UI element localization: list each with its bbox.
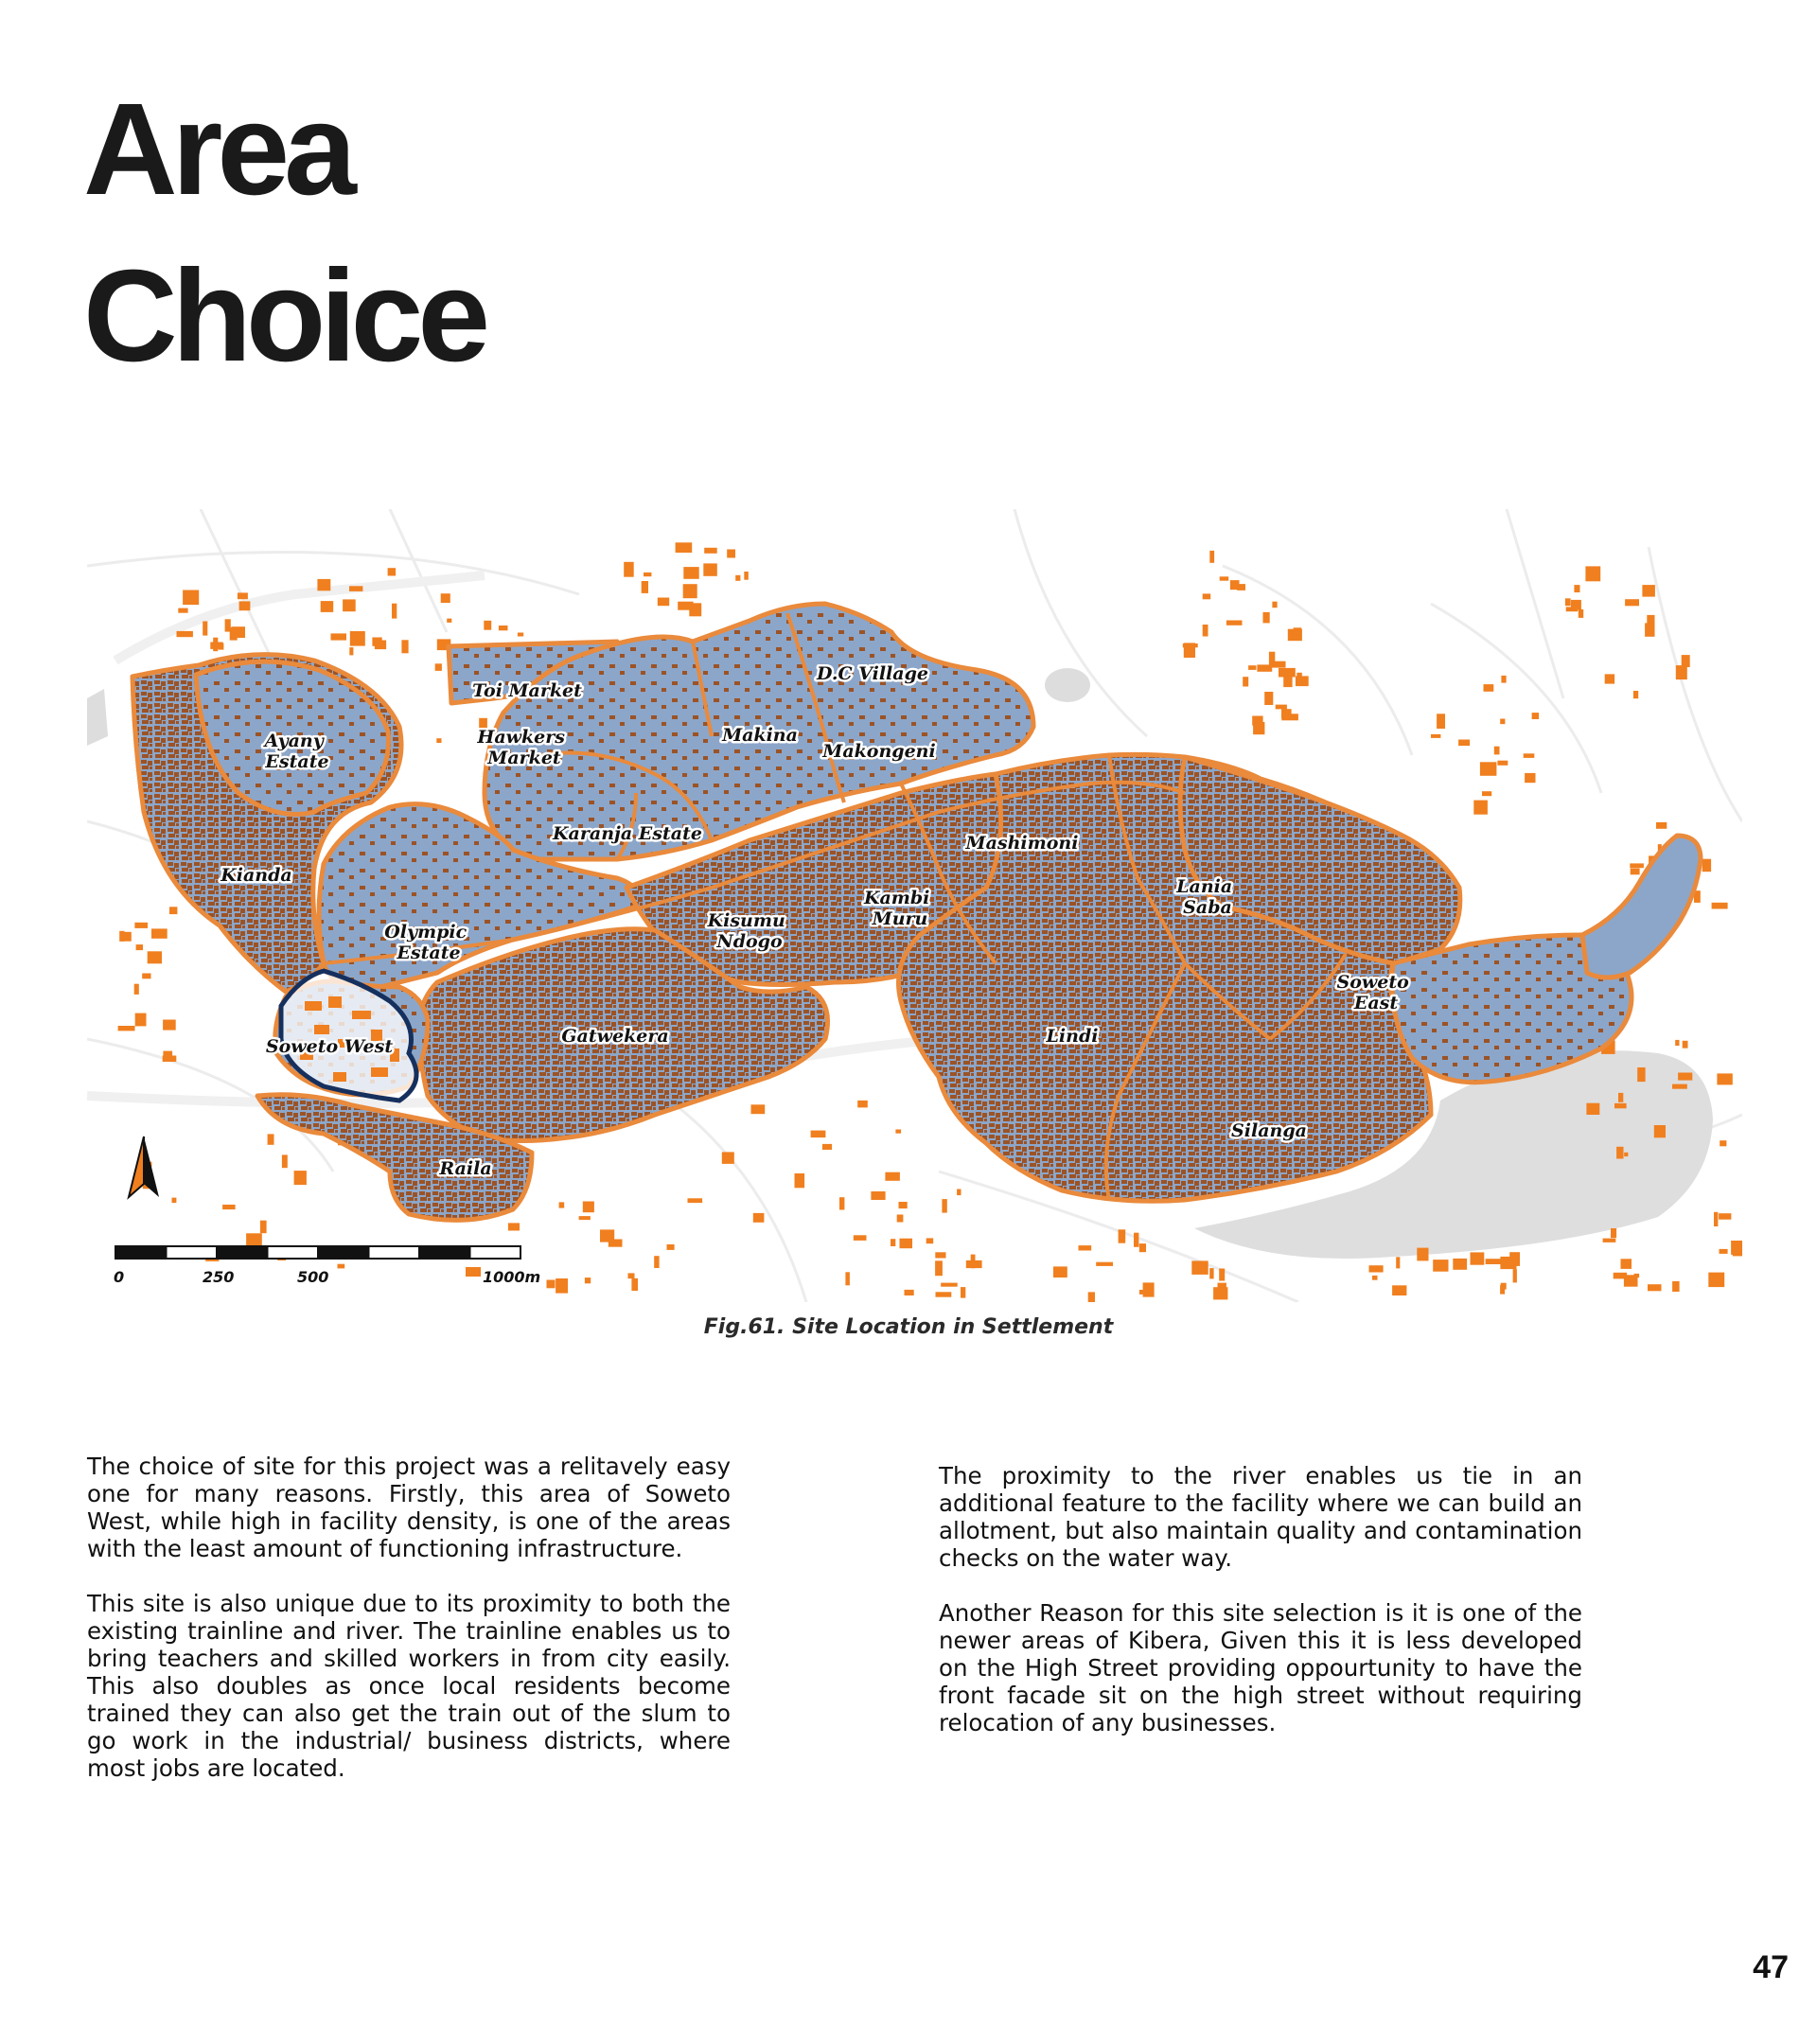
district-label-line: Ayany (264, 731, 324, 751)
outside-building (1139, 1243, 1146, 1252)
district-label-lania-saba (1175, 876, 1239, 918)
outside-building (1676, 665, 1687, 679)
outside-building (151, 928, 168, 938)
outside-building (435, 663, 442, 671)
outside-building (142, 974, 150, 979)
district-label-olympic-estate (384, 922, 473, 963)
outside-building (375, 641, 386, 650)
outside-building (1079, 1245, 1092, 1250)
outside-building (845, 1272, 850, 1285)
district-label-line: Olympic (384, 922, 467, 943)
outside-building (1191, 1260, 1208, 1275)
outside-building (169, 907, 177, 914)
outside-building (268, 1134, 274, 1144)
title-line-1: Area (83, 77, 351, 222)
district-label-line: Toi Market (472, 680, 582, 701)
outside-building (1642, 585, 1655, 597)
scale-label-500: 500 (297, 1268, 329, 1286)
district-label-kambi-muru (863, 888, 936, 929)
outside-building (1369, 1265, 1384, 1272)
outside-building (1279, 668, 1296, 678)
outside-building (631, 1278, 638, 1291)
scale-bar-segment (369, 1246, 420, 1259)
district-label-raila (438, 1158, 491, 1179)
district-label-line: Lindi (1046, 1026, 1099, 1047)
scale-bar-segment (470, 1246, 521, 1259)
outside-building (1253, 722, 1264, 734)
outside-building (1294, 627, 1302, 635)
outside-building (1417, 1248, 1428, 1261)
outside-building (628, 1273, 635, 1278)
district-label-line: Market (487, 748, 561, 768)
outside-building (751, 1104, 766, 1114)
outside-building (935, 1260, 943, 1276)
outside-building (1648, 1284, 1662, 1291)
outside-building (177, 631, 193, 637)
district-label-toi-market (472, 680, 582, 701)
district-label-mashimoni (965, 833, 1079, 854)
district-label-line: Ndogo (716, 931, 783, 952)
outside-building (1243, 677, 1248, 686)
outside-building (1733, 1245, 1742, 1256)
district-label-line: Lania (1176, 876, 1233, 897)
outside-building (1272, 602, 1277, 608)
outside-building (905, 1290, 914, 1295)
body-column-right (939, 1462, 1582, 1764)
outside-building (935, 1252, 945, 1258)
outside-building (683, 567, 698, 579)
outside-building (1532, 713, 1540, 719)
district-label-lindi (1046, 1026, 1099, 1047)
outside-building (1500, 1257, 1516, 1269)
outside-building (667, 1244, 675, 1250)
scale-bar-segment (419, 1246, 470, 1259)
outside-building (1513, 1269, 1517, 1282)
outside-building (683, 584, 697, 598)
outside-building (556, 1278, 568, 1294)
outside-building (1248, 665, 1256, 670)
district-label-line: East (1353, 993, 1399, 1013)
outside-building (1618, 1093, 1623, 1102)
scale-bar (114, 1246, 540, 1286)
outside-building (1586, 1103, 1599, 1115)
outside-building (795, 1173, 805, 1188)
outside-building (1486, 1259, 1502, 1264)
outside-building (1203, 593, 1211, 599)
outside-building (642, 581, 648, 593)
outside-building (1209, 1268, 1213, 1278)
district-label-line: Silanga (1231, 1120, 1307, 1141)
outside-building (688, 1198, 703, 1203)
outside-building (349, 586, 362, 591)
outside-building (124, 932, 132, 942)
outside-building (1220, 576, 1229, 580)
outside-building (1209, 551, 1214, 563)
district-label-dc-village (816, 663, 928, 684)
outside-building (1702, 859, 1711, 872)
outside-building (547, 1280, 556, 1289)
district-label-makina (721, 725, 798, 746)
outside-building (1720, 1140, 1726, 1146)
page-number: 47 (1753, 1949, 1789, 1985)
outside-building (1621, 1259, 1632, 1269)
outside-building (1682, 655, 1690, 667)
outside-building (134, 923, 148, 928)
outside-building (839, 1197, 844, 1209)
outside-building (392, 604, 397, 619)
outside-building (172, 1198, 177, 1204)
body-paragraph: The proximity to the river enables us tie in an additional feature to the facility where we can build an allotment, but also maintain quality and contamination checks on the water way. (939, 1462, 1582, 1572)
outside-building (1525, 773, 1535, 783)
outside-building (857, 1101, 868, 1108)
outside-building (317, 579, 330, 590)
outside-building (1296, 676, 1309, 686)
outside-building (134, 984, 139, 995)
scale-bar-segment (318, 1246, 369, 1259)
outside-building (1396, 1257, 1400, 1268)
outside-building (1605, 674, 1614, 683)
outside-building (1614, 1103, 1627, 1108)
district-label-line: Makongeni (822, 741, 936, 762)
outside-building (1257, 664, 1272, 671)
outside-building (1579, 609, 1583, 618)
outside-building (238, 592, 248, 599)
scale-bar-segment (115, 1246, 167, 1259)
outside-building (1096, 1262, 1113, 1266)
outside-building (178, 608, 187, 613)
outside-building (1203, 625, 1208, 637)
outside-building (941, 1283, 958, 1287)
outside-building (854, 1235, 867, 1241)
outside-building (942, 1199, 946, 1213)
scale-label-0: 0 (114, 1268, 125, 1286)
outside-building (1708, 1273, 1724, 1288)
page-title (83, 66, 485, 399)
outside-building (1654, 1125, 1666, 1137)
figure-caption: Fig.61. Site Location in Settlement (703, 1315, 1114, 1339)
outside-building (518, 633, 523, 637)
district-label-line: Soweto West (265, 1036, 394, 1057)
outside-building (1672, 1281, 1680, 1292)
outside-building (350, 631, 365, 646)
outside-building (1372, 1276, 1378, 1280)
outside-building (1433, 1260, 1448, 1272)
outside-building (294, 1171, 307, 1185)
scale-label-1000m: 1000m (483, 1268, 541, 1286)
outside-building (957, 1189, 961, 1196)
outside-building (331, 633, 347, 640)
outside-building (401, 640, 408, 653)
body-paragraph: The choice of site for this project was a relitavely easy one for many reasons. Firstly, this area of Soweto West, while high in facility density, is one of the areas with the least amount of functioning infrastructure. (87, 1453, 731, 1562)
outside-building (1585, 566, 1600, 581)
outside-building (508, 1223, 520, 1230)
outside-building (484, 621, 491, 630)
district-label-silanga (1231, 1120, 1307, 1141)
outside-building (163, 1020, 176, 1031)
outside-building (1565, 598, 1571, 606)
body-column-left (87, 1453, 731, 1809)
district-label-hawkers-market (476, 727, 571, 768)
outside-building (1672, 1084, 1687, 1089)
outside-building (1678, 1073, 1692, 1081)
outside-building (1624, 1153, 1628, 1156)
outside-building (1088, 1292, 1095, 1302)
district-label-kianda (220, 865, 291, 886)
settlement-map (87, 509, 1742, 1302)
district-label-soweto-west (266, 1036, 393, 1057)
district-label-ayany-estate (263, 731, 330, 772)
outside-building (1714, 1212, 1718, 1226)
district-label-line: Estate (397, 943, 461, 963)
outside-building (343, 599, 356, 611)
outside-building (1500, 719, 1505, 725)
outside-building (735, 575, 740, 581)
outside-building (225, 619, 231, 631)
outside-building (210, 643, 222, 649)
district-label-line: D.C Village (817, 663, 928, 684)
scale-bar-segment (268, 1246, 319, 1259)
outside-building (1625, 599, 1639, 606)
outside-building (1645, 623, 1654, 636)
outside-building (559, 1202, 565, 1207)
outside-building (1484, 684, 1494, 692)
outside-building (897, 1215, 904, 1223)
outside-building (900, 1239, 913, 1249)
outside-building (203, 622, 207, 636)
outside-building (895, 1130, 901, 1134)
river-tail-east (1582, 836, 1701, 978)
outside-building (1226, 621, 1243, 626)
outside-building (1471, 1252, 1485, 1264)
scale-bar-segment (217, 1246, 268, 1259)
outside-building (436, 738, 441, 743)
outside-building (1134, 1233, 1138, 1247)
outside-building (1276, 705, 1287, 710)
outside-building (703, 563, 717, 575)
outside-building (136, 944, 143, 950)
outside-building (1431, 734, 1440, 738)
outside-building (1633, 691, 1638, 698)
scale-bar-segment (167, 1246, 218, 1259)
outside-building (899, 1202, 908, 1208)
district-label-line: Kisumu (707, 910, 785, 931)
outside-building (926, 1238, 934, 1243)
district-label-line: Saba (1183, 897, 1232, 918)
outside-building (1053, 1266, 1067, 1278)
district-label-line: Raila (439, 1158, 492, 1179)
outside-building (1571, 600, 1581, 609)
outside-building (1637, 1067, 1645, 1082)
outside-building (644, 573, 651, 576)
outside-building (1683, 1041, 1688, 1048)
outside-building (753, 1213, 765, 1223)
outside-building (338, 1264, 345, 1269)
scale-bar-segments (115, 1246, 520, 1259)
district-label-line: Soweto (1336, 972, 1409, 993)
outside-building (1630, 863, 1644, 868)
outside-building (1656, 822, 1667, 829)
outside-building (966, 1260, 982, 1268)
outside-building (1281, 709, 1292, 718)
outside-building (222, 1205, 236, 1209)
outside-building (624, 562, 634, 577)
district-label-line: Muru (872, 908, 928, 929)
outside-building (579, 1216, 591, 1220)
district-label-karanja-estate (552, 823, 702, 844)
outside-building (811, 1131, 826, 1138)
outside-building (1184, 643, 1195, 658)
outside-building (722, 1152, 734, 1164)
outside-building (1392, 1285, 1406, 1295)
outside-building (1717, 1073, 1732, 1084)
outside-building (246, 1233, 262, 1245)
outside-building (585, 1278, 591, 1283)
outside-building (1269, 652, 1275, 665)
outside-building (1497, 761, 1508, 766)
outside-building (1631, 869, 1640, 875)
outside-building (282, 1154, 288, 1168)
outside-building (1453, 1259, 1467, 1270)
outside-building (658, 598, 669, 607)
outside-building (1473, 801, 1488, 815)
outside-building (447, 619, 451, 623)
outside-building (499, 626, 508, 630)
outside-building (1437, 714, 1445, 729)
outside-building (1139, 1290, 1152, 1295)
outside-building (135, 1013, 147, 1027)
outside-building (1494, 747, 1500, 755)
body-paragraph: This site is also unique due to its proximity to both the existing trainline and river. The trainline enables us to bring teachers and skilled workers in from city easily. This also doubles as once local residents become trained they can also get the train out of the slum to go work in the industrial/ business districts, where most jobs are located. (87, 1590, 731, 1782)
outside-building (1237, 584, 1245, 590)
settlement-map-canvas (87, 509, 1742, 1302)
district-label-kisumu-ndogo (707, 910, 792, 952)
outside-building (1482, 791, 1491, 796)
outside-building (239, 601, 251, 610)
outside-building (1458, 740, 1470, 747)
outside-building (441, 593, 450, 603)
outside-building (1616, 1147, 1623, 1159)
outside-building (148, 951, 162, 963)
outside-building (676, 542, 693, 553)
outside-building (1524, 753, 1535, 758)
outside-building (583, 1202, 594, 1213)
outside-building (1213, 1287, 1227, 1299)
outside-building (183, 590, 199, 606)
outside-building (260, 1221, 267, 1234)
outside-building (1712, 903, 1728, 909)
district-label-gatwekera (561, 1026, 668, 1047)
outside-building (885, 1172, 900, 1181)
outside-building (727, 550, 735, 558)
outside-building (936, 1292, 952, 1296)
outside-building (231, 626, 245, 638)
outside-building (822, 1144, 832, 1150)
scale-label-250: 250 (203, 1268, 235, 1286)
outside-building (1603, 1239, 1616, 1242)
district-label-line: Estate (265, 751, 329, 772)
outside-building (1720, 1249, 1728, 1254)
outside-building (961, 1287, 965, 1298)
district-label-line: Makina (722, 725, 798, 746)
outside-building (321, 601, 334, 612)
district-label-line: Kianda (221, 865, 292, 886)
outside-building (654, 1256, 659, 1268)
outside-building (1501, 676, 1506, 683)
district-label-makongeni (821, 741, 935, 762)
outside-building (744, 572, 749, 580)
outside-building (1263, 612, 1270, 624)
outside-building (1119, 1229, 1126, 1242)
district-label-line: Karanja Estate (553, 823, 702, 844)
outside-building (1501, 1283, 1507, 1290)
outside-building (388, 568, 397, 575)
outside-building (349, 647, 353, 655)
outside-building (1614, 1273, 1627, 1279)
scale-bar-swatch (466, 1267, 481, 1277)
outside-building (1574, 585, 1579, 592)
title-line-2: Choice (83, 243, 485, 389)
outside-building (163, 1051, 172, 1061)
district-label-line: Mashimoni (965, 833, 1079, 854)
outside-building (119, 931, 124, 942)
district-label-line: Gatwekera (561, 1026, 669, 1047)
outside-building (1264, 692, 1273, 705)
outside-building (1719, 1213, 1731, 1220)
outside-building (1480, 762, 1497, 776)
district-label-line: Kambi (863, 888, 930, 908)
outside-building (118, 1026, 135, 1031)
district-label-line: Hawkers (477, 727, 565, 748)
outside-building (600, 1229, 614, 1242)
body-paragraph: Another Reason for this site selection is it is one of the newer areas of Kibera, Given this it is less developed on the High Street providing oppourtunity to have the front facade sit on the high street without requiring relocation of any businesses. (939, 1599, 1582, 1736)
outside-building (1675, 1040, 1679, 1046)
outside-building (1611, 1228, 1616, 1238)
outside-building (891, 1239, 895, 1246)
outside-building (1219, 1269, 1225, 1281)
outside-building (689, 603, 701, 616)
outside-building (704, 548, 717, 554)
outside-building (871, 1191, 885, 1200)
